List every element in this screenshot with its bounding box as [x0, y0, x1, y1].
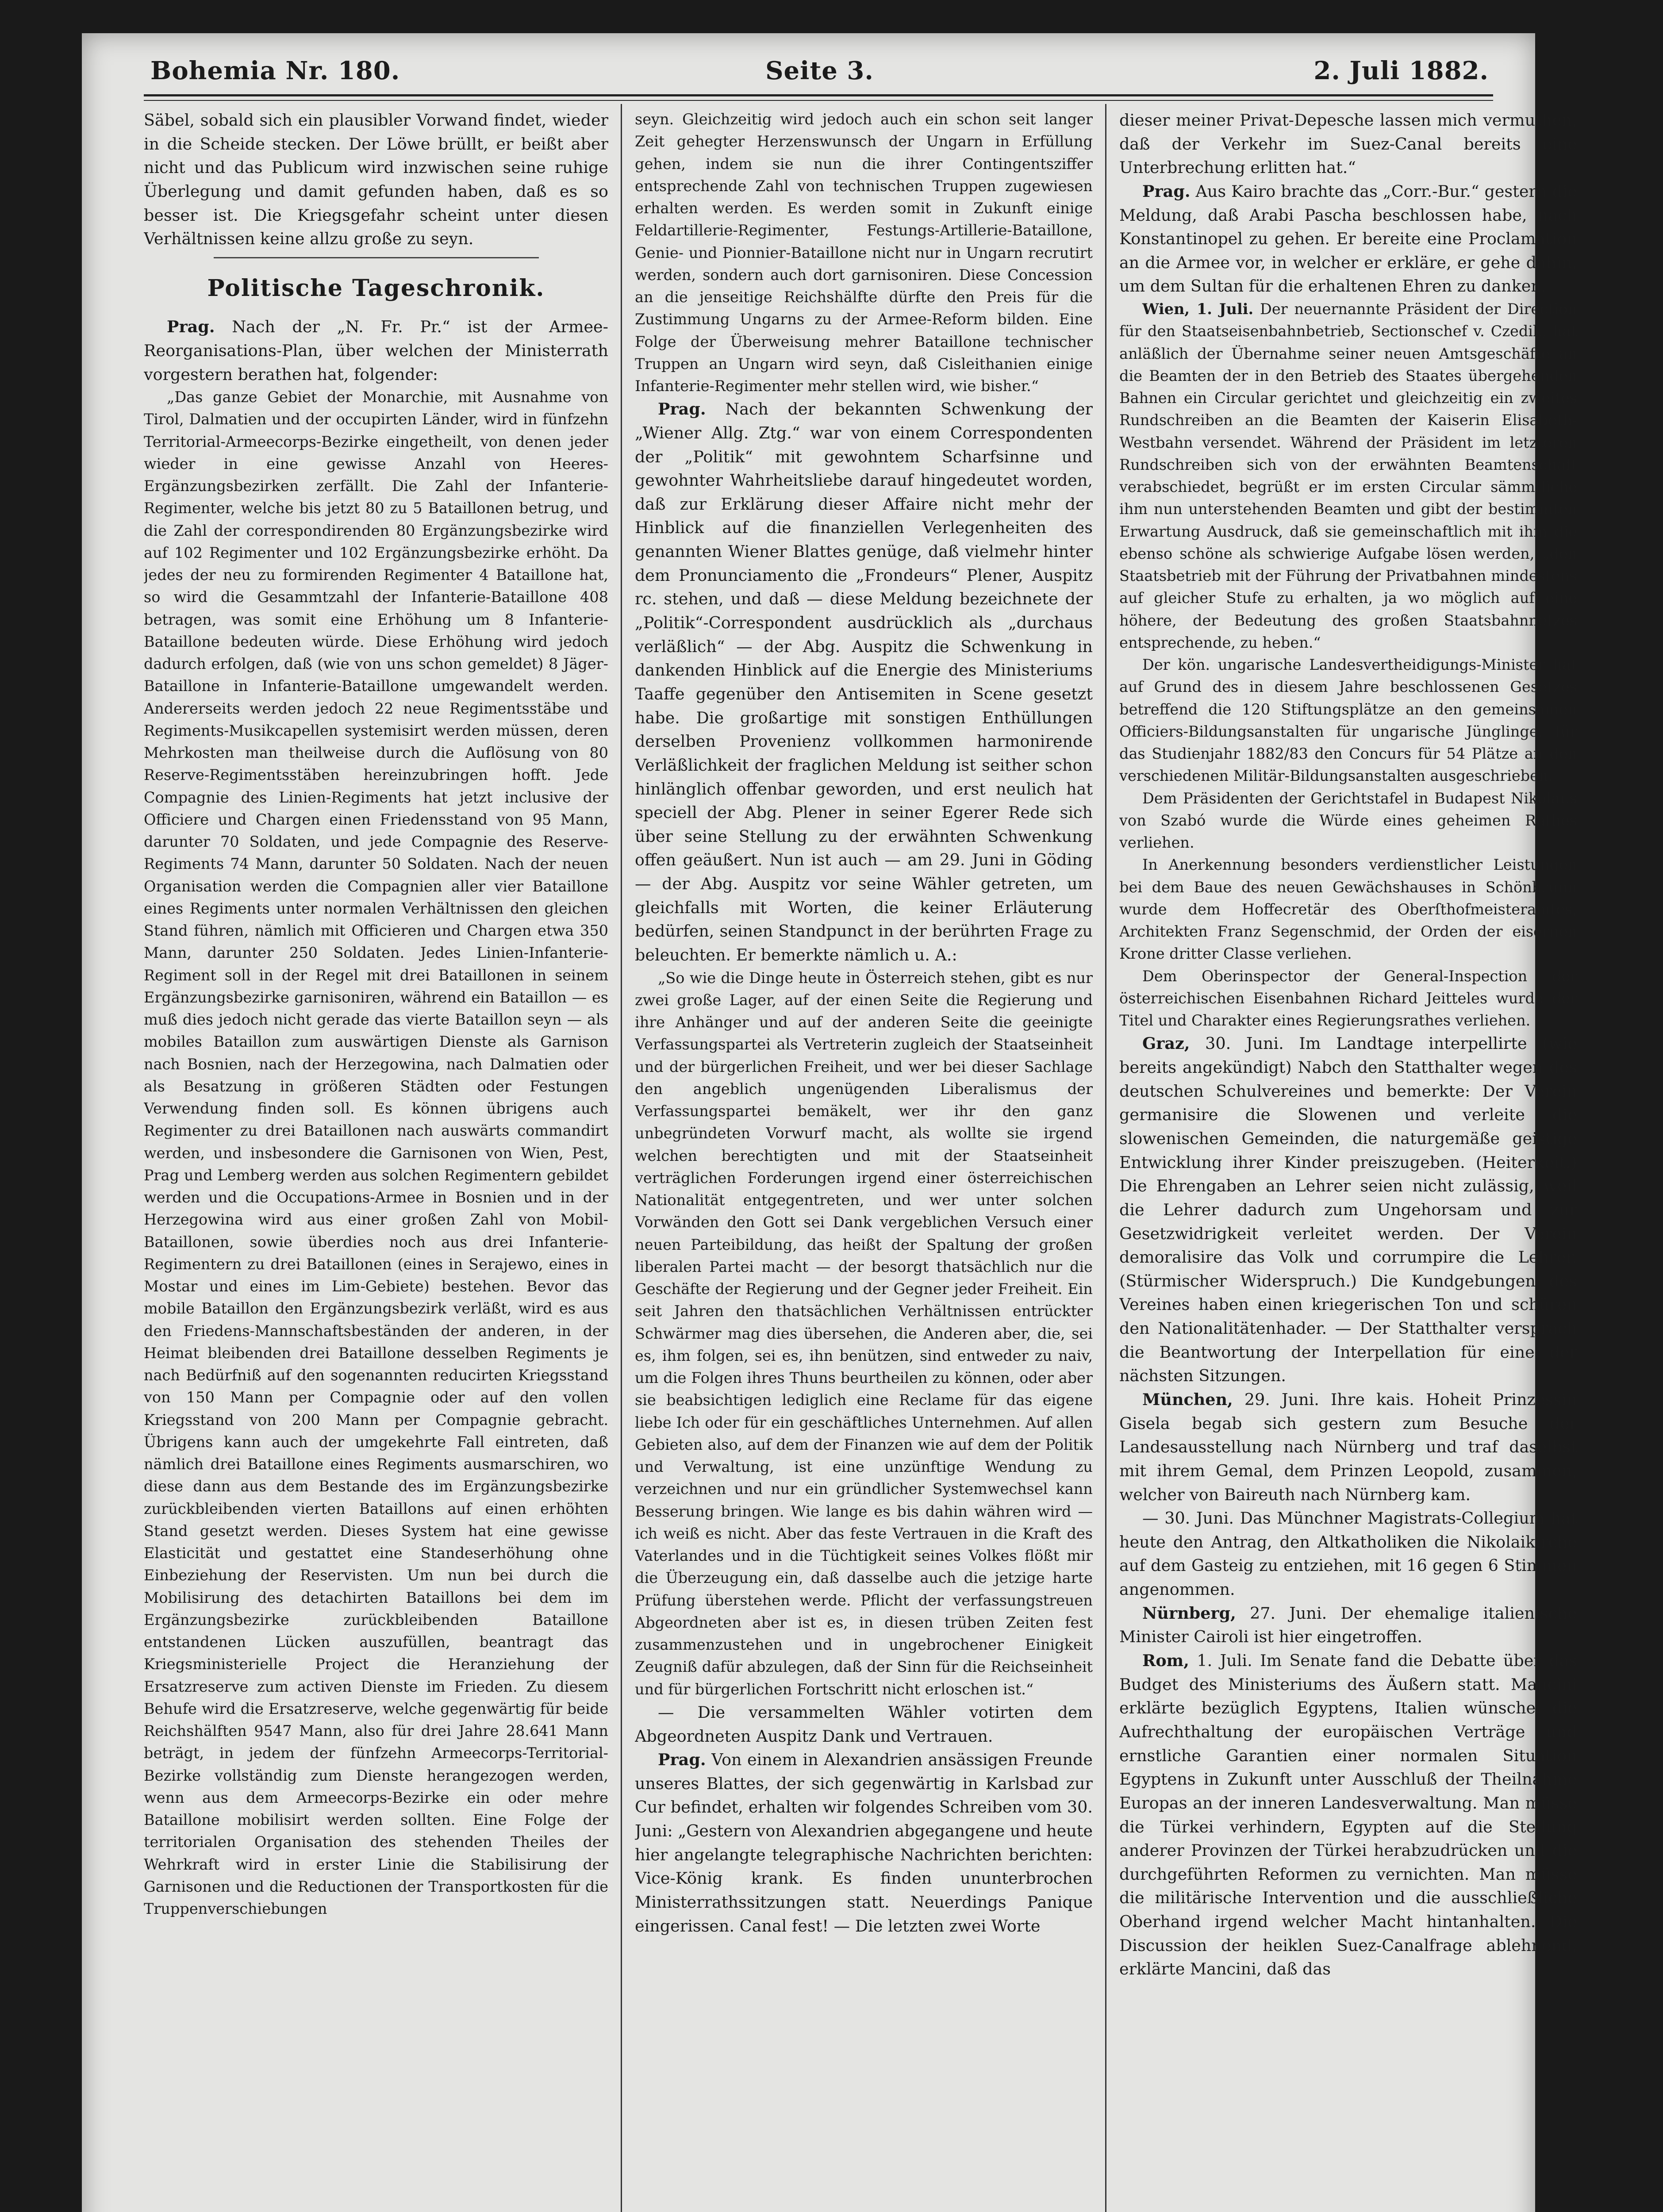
paragraph-text: 27. Juni. Der ehemalige italienische Minister Cairoli ist hier eingetroffen.: [1119, 1603, 1577, 1647]
page-header: [150, 56, 1489, 92]
paragraph-text: Aus Kairo brachte das „Corr.-Bur.“ gestern die Meldung, daß Arabi Pascha beschlossen habe, nach Konstantinopel zu gehen. Er bereite eine Proclamation an die Armee vor, in welcher er erkläre, er gehe dahin, um dem Sultan für die erhaltenen Ehren zu danken.: [1119, 181, 1577, 296]
newspaper-page: [82, 33, 1577, 2212]
paragraph-text: Der neuernannte Präsident der Direction für den Staatseisenbahnbetrieb, Sectionschef v. Czedik, hat anläßlich der Übernahme seiner neuen Amtsgeschäfte an die Beamten der in den Betrieb des Staates übergehenden Bahnen ein Circular gerichtet und gleichzeitig ein zweites Rundschreiben an die Beamten der Kaiserin Elisabeth-Westbahn versendet. Während der Präsident im letzteren Rundschreiben sich von der erwähnten Beamtenschaft verabschiedet, begrüßt er im ersten Circular sämmtliche ihm nun unterstehenden Beamten und gibt der bestimmten Erwartung Ausdruck, daß sie gemeinschaftlich mit ihm die ebenso schöne als schwierige Aufgabe lösen werden, „den Staatsbetrieb mit der Führung der Privatbahnen mindestens auf gleicher Stufe zu erhalten, ja wo möglich auf eine höhere, der Bedeutung des großen Staatsbahnnetzes entsprechende, zu heben.“: [1119, 300, 1577, 651]
article-nuernberg: [1119, 1601, 1577, 1649]
article-wien: [1119, 298, 1577, 654]
section-heading: Politische Tageschronik.: [207, 274, 545, 302]
article-szabo: Dem Präsidenten der Gerichtstafel in Budapest Nikolaus von Szabó wurde die Würde eines geheimen Rathes verliehen.: [1119, 789, 1577, 852]
voters-paragraph: — Die versammelten Wähler votirten dem Abgeordneten Auspitz Dank und Vertrauen.: [635, 1702, 1093, 1746]
article-kairo: [1119, 180, 1577, 298]
article-rom: [1119, 1649, 1577, 1981]
dateline: Prag.: [658, 399, 706, 419]
dateline: Prag.: [167, 317, 215, 337]
article-segenschmid: In Anerkennung besonders verdienstlicher Leistungen bei dem Baue des neuen Gewächshauses in Schönbrunn wurde dem Hoffecretär des Oberſthofmeisteramtes, Architekten Franz Segenschmid, der Orden der eisernen Krone dritter Classe verliehen.: [1119, 856, 1577, 963]
column-3: [1119, 108, 1577, 2212]
article-wiener-allg-ztg: [635, 397, 1093, 967]
column-1-intro: Säbel, sobald sich ein plausibler Vorwand findet, wieder in die Scheide stecken. Der Löwe brüllt, er beißt aber nicht und das Publicum wird inzwischen seine ruhige Überlegung und damit gefunden haben, daß es so besser ist. Die Kriegsgefahr scheint unter diesen Verhältnissen keine allzu große zu seyn.: [144, 111, 608, 249]
column-2: [635, 108, 1093, 2212]
article-alexandrien: [635, 1748, 1093, 1938]
issue-date: 2. Juli 1882.: [1314, 56, 1489, 85]
dateline: Wien, 1. Juli.: [1142, 300, 1254, 318]
section-separator: [214, 257, 539, 258]
column-divider-2: [1105, 104, 1106, 2212]
masthead-issue: Bohemia Nr. 180.: [150, 56, 400, 85]
auspitz-quote: „So wie die Dinge heute in Österreich stehen, gibt es nur zwei große Lager, auf der einen Seite die Regierung und ihre Anhänger und auf der anderen Seite die geeinigte Verfassungspartei als Vertreterin zugleich der Staatseinheit und der bürgerlichen Freiheit, und wer bei dieser Sachlage den angeblich ungenügenden Liberalismus der Verfassungspartei bemäkelt, wer ihr den ganz unbegründeten Vorwurf macht, als wollte sie irgend welchen berechtigten und mit der Staatseinheit verträglichen Forderungen irgend einer österreichischen Nationalität entgegentreten, und wer unter solchen Vorwänden den Gott sei Dank vergeblichen Versuch einer neuen Parteibildung, das heißt der Spaltung der großen liberalen Partei macht — der besorgt thatsächlich nur die Geschäfte der Regierung und der Gegner jeder Freiheit. Ein seit Jahren den thatsächlichen Verhältnissen entrückter Schwärmer mag dies übersehen, die Anderen aber, die, sei es, ihm folgen, sei es, ihn benützen, sind entweder zu naiv, um die Folgen ihres Thuns beurtheilen zu können, oder aber sie beabsichtigen lediglich eine Reclame für das eigene liebe Ich oder für ein geschäftliches Unternehmen. Auf allen Gebieten also, auf dem der Finanzen wie auf dem der Politik und Verwaltung, ist eine unzünftige Wendung zu verzeichnen und nur ein gründlicher Systemwechsel kann Besserung bringen. Wie lange es bis dahin währen wird — ich weiß es nicht. Aber das feste Vertrauen in die Kraft des Vaterlandes und in die Tüchtigkeit seines Volkes flößt mir die Überzeugung ein, daß dasselbe auch die jetzige harte Prüfung überstehen werde. Pflicht der verfassungstreuen Abgeordneten aber ist es, in diesen trüben Zeiten fest zusammenzustehen und in ungebrochener Einigkeit Zeugniß dafür abzulegen, daß der Sinn für die Reichseinheit und für bürgerlichen Fortschritt nicht erloschen ist.“: [635, 969, 1093, 1698]
paragraph-text: 29. Juni. Ihre kais. Hoheit Prinzessin Gisela begab sich gestern zum Besuche der Landesausstellung nach Nürnberg und traf daselbst mit ihrem Gemal, dem Prinzen Leopold, zusammen, welcher von Baireuth nach Nürnberg kam.: [1119, 1390, 1577, 1504]
paragraph-text: 30. Juni. Im Landtage interpellirte (wie bereits angekündigt) Nabch den Statthalter wegen des deutschen Schulvereines und bemerkte: Der Verein germanisire die Slowenen und verleite die slowenischen Gemeinden, die naturgemäße geistige Entwicklung ihrer Kinder preiszugeben. (Heiterkeit.) Die Ehrengaben an Lehrer seien nicht zulässig, weil die Lehrer dadurch zum Ungehorsam und zur Gesetzwidrigkeit verleitet werden. Der Verein demoralisire das Volk und corrumpire die Lehrer. (Stürmischer Widerspruch.) Die Kundgebungen des Vereines haben einen kriegerischen Ton und schüren den Nationalitätenhader. — Der Statthalter versprach die Beantwortung der Interpellation für eine der nächsten Sitzungen.: [1119, 1034, 1577, 1386]
article-landesvertheidigung: Der kön. ungarische Landesvertheidigungs-Minister hat auf Grund des in diesem Jahre beschlossenen Gesetzes betreffend die 120 Stiftungsplätze an den gemeinsamen Officiers-Bildungsanstalten für ungarische Jünglinge, für das Studienjahr 1882/83 den Concurs für 54 Plätze an den verschiedenen Militär-Bildungsanstalten ausgeschrieben.: [1119, 656, 1577, 785]
column-1: [144, 108, 608, 2212]
article-armee-reorganisation: [144, 315, 608, 386]
dateline: Rom,: [1142, 1651, 1190, 1671]
column-3-continuation: dieser meiner Privat-Depesche lassen mich vermuthen, daß der Verkehr im Suez-Canal bereits eine Unterbrechung erlitten hat.“: [1119, 111, 1577, 177]
article-muenchen: [1119, 1388, 1577, 1506]
column-2-continuation: seyn. Gleichzeitig wird jedoch auch ein schon seit langer Zeit gehegter Herzenswunsch der Ungarn in Erfüllung gehen, indem sie nun die ihrer Contingentsziffer entsprechende Zahl von technischen Truppen zugewiesen erhalten werden. Es werden somit in Zukunft einige Feldartillerie-Regimenter, Festungs-Artillerie-Bataillone, Genie- und Pionnier-Bataillone nicht nur in Ungarn recrutirt werden, sondern auch dort garnisoniren. Diese Concession an die jenseitige Reichshälfte dürfte den Preis für die Zustimmung Ungarns zu der Armee-Reform bilden. Eine Folge der Überweisung mehrer Bataillone technischer Truppen an Ungarn wird seyn, daß Cisleithanien einige Infanterie-Regimenter mehr stellen wird, wie bisher.“: [635, 111, 1093, 395]
paragraph-text: Nach der „N. Fr. Pr.“ ist der Armee-Reorganisations-Plan, über welchen der Ministerrath vorgestern berathen hat, folgender:: [144, 317, 608, 384]
dateline: Prag.: [658, 1750, 706, 1770]
page-number: Seite 3.: [765, 56, 874, 85]
dateline: München,: [1142, 1390, 1233, 1409]
header-rule: [144, 94, 1493, 101]
column-divider-1: [621, 104, 622, 2212]
paragraph-text: Von einem in Alexandrien ansässigen Freunde unseres Blattes, der sich gegenwärtig in Karlsbad zur Cur befindet, erhalten wir folgendes Schreiben vom 30. Juni: „Gestern von Alexandrien abgegangene und heute hier angelangte telegraphische Nachrichten berichten: Vice-König krank. Es finden ununterbrochen Ministerrathssitzungen statt. Neuerdings Panique eingerissen. Canal fest! — Die letzten zwei Worte: [635, 1750, 1093, 1936]
article-muenchen-magistrat: — 30. Juni. Das Münchner Magistrats-Collegium hat heute den Antrag, den Altkatholiken die Nikolaikirche auf dem Gasteig zu entziehen, mit 16 gegen 6 Stimmen angenommen.: [1119, 1509, 1577, 1599]
article-jeitteles: Dem Oberinspector der General-Inspection der österreichischen Eisenbahnen Richard Jeitteles wurde der Titel und Charakter eines Regierungsrathes verliehen.: [1119, 967, 1577, 1029]
dateline: Prag.: [1142, 181, 1191, 201]
paragraph-text: 1. Juli. Im Senate fand die Debatte über das Budget des Ministeriums des Äußern statt. Mancini erklärte bezüglich Egyptens, Italien wünsche die Aufrechthaltung der europäischen Verträge und ernstliche Garantien einer normalen Situation Egyptens in Zukunft unter Ausschluß der Theilnahme Europas an der inneren Landesverwaltung. Man müsse die Türkei verhindern, Egypten auf die Stellung anderer Provinzen der Türkei herabzudrücken und die durchgeführten Reformen zu vernichten. Man müsse die militärische Intervention und die ausschließliche Oberhand irgend welcher Macht hintanhalten. Die Discussion der heiklen Suez-Canalfrage ablehnend, erklärte Mancini, daß das: [1119, 1651, 1577, 1979]
article-graz: [1119, 1032, 1577, 1388]
paragraph-text: Nach der bekannten Schwenkung der „Wiener Allg. Ztg.“ war von einem Correspondenten der „Politik“ mit gewohntem Scharfsinne und gewohnter Wahrheitsliebe darauf hingedeutet worden, daß zur Erklärung dieser Affaire nicht mehr der Hinblick auf die finanziellen Verlegenheiten des genannten Wiener Blattes genüge, daß vielmehr hinter dem Pronunciamento die „Frondeurs“ Plener, Auspitz rc. stehen, und daß — diese Meldung bezeichnete der „Politik“-Correspondent ausdrücklich als „durchaus verläßlich“ — der Abg. Auspitz die Schwenkung in dankenden Hinblick auf die Energie des Ministeriums Taaffe gegenüber den Antisemiten in Scene gesetzt habe. Die großartige mit sonstigen Enthüllungen derselben Provenienz vollkommen harmonirende Verläßlichkeit der fraglichen Meldung ist seither schon hinlänglich offenbar geworden, und erst neulich hat speciell der Abg. Plener in seiner Egerer Rede sich über seine Stellung zu der erwähnten Schwenkung offen geäußert. Nun ist auch — am 29. Juni in Göding — der Abg. Auspitz vor seine Wähler getreten, um gleichfalls mit Worten, die keiner Erläuterung bedürfen, seinen Standpunct in der berührten Frage zu beleuchten. Er bemerkte nämlich u. A.:: [635, 399, 1093, 964]
dateline: Nürnberg,: [1142, 1603, 1236, 1623]
dateline: Graz,: [1142, 1034, 1190, 1053]
quoted-plan-text: „Das ganze Gebiet der Monarchie, mit Ausnahme von Tirol, Dalmatien und der occupirten Länder, wird in fünfzehn Territorial-Armeecorps-Bezirke eingetheilt, von denen jeder wieder in eine gewisse Anzahl von Heeres-Ergänzungsbezirken zerfällt. Die Zahl der Infanterie-Regimenter, welche bis jetzt 80 zu 5 Bataillonen betrug, und die Zahl der correspondirenden 80 Ergänzungsbezirke wird auf 102 Regimenter und 102 Ergänzungsbezirke erhöht. Da jedes der neu zu formirenden Regimenter 4 Bataillone hat, so wird die Gesammtzahl der Infanterie-Bataillone 408 betragen, was somit eine Erhöhung um 8 Infanterie-Bataillone bedeuten würde. Diese Erhöhung wird jedoch dadurch erfolgen, daß (wie von uns schon gemeldet) 8 Jäger-Bataillone in Infanterie-Bataillone umgewandelt werden. Andererseits werden jedoch 22 neue Regimentsstäbe und Regiments-Musikcapellen systemisirt werden müssen, deren Mehrkosten man theilweise durch die Auflösung von 80 Reserve-Regimentsstäben hereinzubringen hofft. Jede Compagnie des Linien-Regiments hat jetzt inclusive der Officiere und Chargen einen Friedensstand von 95 Mann, darunter 70 Soldaten, und jede Compagnie des Reserve-Regiments 74 Mann, darunter 50 Soldaten. Nach der neuen Organisation werden die Compagnien aller vier Bataillone eines Regiments unter normalen Verhältnissen den gleichen Stand führen, nämlich mit Officieren und Chargen etwa 350 Mann, darunter 250 Soldaten. Jedes Linien-Infanterie-Regiment soll in der Regel mit drei Bataillonen in seinem Ergänzungsbezirke garnisoniren, während ein Bataillon — es muß dies jedoch nicht gerade das vierte Bataillon seyn — als mobiles Bataillon zum auswärtigen Dienste als Garnison nach Bosnien, nach der Herzegowina, nach Dalmatien oder als Besatzung in größeren Städten oder Festungen Verwendung finden soll. Es können übrigens auch Regimenter zu drei Bataillonen nach auswärts commandirt werden, und insbesondere die Garnisonen von Wien, Pest, Prag und Lemberg werden aus solchen Regimentern gebildet werden und die Occupations-Armee in Bosnien und in der Herzegowina wird aus einer großen Zahl von Mobil-Bataillonen, sowie überdies noch aus drei Infanterie-Regimentern zu drei Bataillonen (eines in Serajewo, eines in Mostar und eines im Lim-Gebiete) bestehen. Bevor das mobile Bataillon den Ergänzungsbezirk verläßt, wird es aus den Friedens-Mannschaftsbeständen der anderen, in der Heimat bleibenden drei Bataillone desselben Regiments je nach Bedürfniß auf den sogenannten reducirten Kriegsstand von 150 Mann per Compagnie oder auf den vollen Kriegsstand von 200 Mann per Compagnie gebracht. Übrigens kann auch der umgekehrte Fall eintreten, daß nämlich drei Bataillone eines Regiments ausmarschiren, wo diese dann aus dem Bestande des im Ergänzungsbezirke zurückbleibenden vierten Bataillons auf einen erhöhten Stand gesetzt werden. Dieses System hat eine gewisse Elasticität und gestattet eine Standeserhöhung ohne Einbeziehung der Reservisten. Um nun bei durch die Mobilisirung des detachirten Bataillons bei dem im Ergänzungsbezirke zurückbleibenden Bataillone entstandenen Lücken auszufüllen, beantragt das Kriegsministerielle Project die Heranziehung der Ersatzreserve zum activen Dienste im Frieden. Zu diesem Behufe wird die Ersatzreserve, welche gegenwärtig für beide Reichshälften 9547 Mann, also für drei Jahre 28.641 Mann beträgt, in jedem der fünfzehn Armeecorps-Territorial-Bezirke vollständig zum Dienste herangezogen werden, wenn aus dem Armeecorps-Bezirke ein oder mehre Bataillone mobilisirt werden sollten. Eine Folge der territorialen Organisation des stehenden Theiles der Wehrkraft wird in erster Linie die Stabilisirung der Garnisonen und die Reductionen der Transportkosten für die Truppenverschiebungen: [144, 388, 608, 1918]
